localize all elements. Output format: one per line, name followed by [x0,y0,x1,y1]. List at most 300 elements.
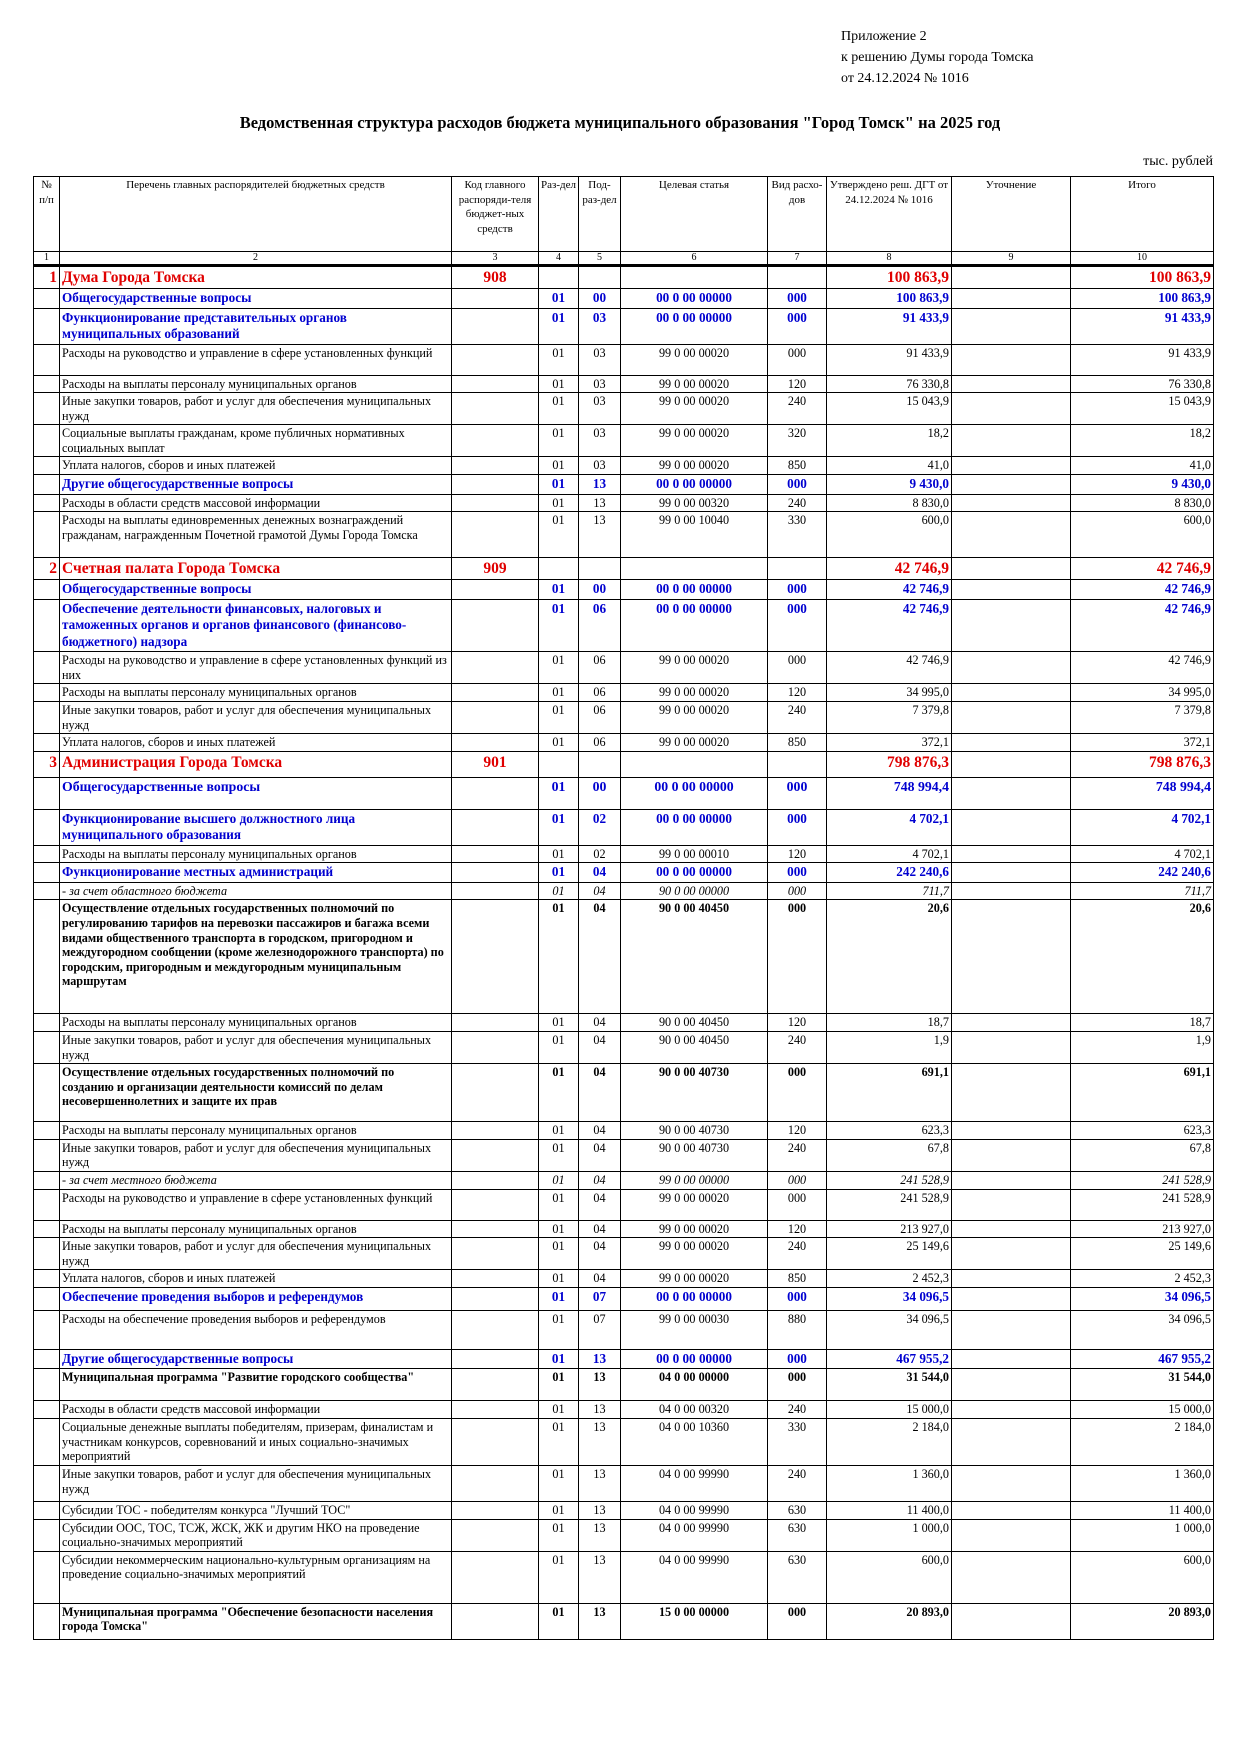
row-name: Счетная палата Города Томска [60,558,452,580]
row-number [34,425,60,457]
row-name: Расходы на выплаты персоналу муниципальных органов [60,1220,452,1238]
row-target-article: 00 0 00 00000 [621,599,768,652]
row-expense-type: 000 [768,1369,827,1401]
row-total-amount: 18,7 [1071,1014,1214,1032]
row-total-amount: 7 379,8 [1071,701,1214,733]
row-expense-type: 000 [768,1189,827,1220]
row-number [34,344,60,375]
row-approved-amount: 9 430,0 [827,475,952,495]
row-target-article: 00 0 00 00000 [621,1349,768,1369]
row-number [34,1502,60,1520]
row-approved-amount: 213 927,0 [827,1220,952,1238]
row-approved-amount: 1 360,0 [827,1466,952,1502]
row-section: 01 [539,684,579,702]
row-section: 01 [539,1466,579,1502]
table-row [34,475,1214,495]
row-approved-amount: 372,1 [827,734,952,752]
row-section: 01 [539,375,579,393]
row-subsection: 04 [579,1032,621,1064]
table-row [34,580,1214,600]
row-approved-amount: 100 863,9 [827,289,952,309]
row-target-article: 15 0 00 00000 [621,1603,768,1639]
row-section: 01 [539,1238,579,1270]
row-section [539,558,579,580]
row-section: 01 [539,1419,579,1466]
row-admin-code [452,457,539,475]
table-row [34,751,1214,777]
column-numbers-row [34,252,1214,266]
row-target-article: 99 0 00 00020 [621,457,768,475]
row-total-amount: 11 400,0 [1071,1502,1214,1520]
row-subsection: 03 [579,375,621,393]
table-row [34,882,1214,900]
row-expense-type: 240 [768,1032,827,1064]
row-approved-amount: 691,1 [827,1064,952,1122]
row-name: Функционирование представительных органов муниципальных образований [60,308,452,344]
row-name: - за счет местного бюджета [60,1171,452,1189]
col-number: 10 [1071,252,1214,266]
row-approved-amount: 748 994,4 [827,777,952,809]
row-admin-code [452,1401,539,1419]
row-expense-type: 000 [768,863,827,883]
table-row [34,1032,1214,1064]
row-admin-code [452,1220,539,1238]
row-number [34,1349,60,1369]
row-approved-amount: 20,6 [827,900,952,1014]
row-subsection: 06 [579,734,621,752]
row-target-article [621,751,768,777]
row-correction-amount [952,1032,1071,1064]
row-admin-code [452,1189,539,1220]
col-number: 6 [621,252,768,266]
row-name: Социальные выплаты гражданам, кроме публичных нормативных социальных выплат [60,425,452,457]
col-number: 4 [539,252,579,266]
row-approved-amount: 91 433,9 [827,308,952,344]
row-expense-type: 000 [768,289,827,309]
row-correction-amount [952,1310,1071,1349]
table-row [34,344,1214,375]
row-approved-amount: 242 240,6 [827,863,952,883]
row-target-article: 99 0 00 00020 [621,1189,768,1220]
row-section: 01 [539,425,579,457]
row-number [34,1189,60,1220]
row-target-article: 99 0 00 00020 [621,1238,768,1270]
row-section: 01 [539,652,579,684]
row-admin-code [452,1603,539,1639]
row-total-amount: 34 995,0 [1071,684,1214,702]
row-number [34,1220,60,1238]
row-approved-amount: 100 863,9 [827,266,952,289]
row-target-article: 99 0 00 00000 [621,1171,768,1189]
row-approved-amount: 67,8 [827,1139,952,1171]
row-correction-amount [952,266,1071,289]
row-number [34,652,60,684]
row-number [34,701,60,733]
row-subsection: 04 [579,1220,621,1238]
row-name: Расходы в области средств массовой информации [60,494,452,512]
row-name: Муниципальная программа "Развитие городского сообщества" [60,1369,452,1401]
row-section: 01 [539,599,579,652]
table-row [34,289,1214,309]
row-section: 01 [539,777,579,809]
row-name: Расходы на выплаты персоналу муниципальных органов [60,684,452,702]
row-name: Муниципальная программа "Обеспечение безопасности населения города Томска" [60,1603,452,1639]
row-correction-amount [952,1014,1071,1032]
row-approved-amount: 2 452,3 [827,1270,952,1288]
row-name: Общегосударственные вопросы [60,777,452,809]
appendix-line: Приложение 2 [841,29,927,44]
row-total-amount: 15 043,9 [1071,393,1214,425]
row-expense-type: 120 [768,1014,827,1032]
row-target-article: 99 0 00 00010 [621,845,768,863]
row-correction-amount [952,1064,1071,1122]
row-correction-amount [952,512,1071,558]
row-section [539,751,579,777]
row-name: Расходы на выплаты единовременных денежных вознаграждений гражданам, награжденным Почетной грамотой Думы Города Томска [60,512,452,558]
row-target-article: 00 0 00 00000 [621,863,768,883]
row-approved-amount: 18,7 [827,1014,952,1032]
row-subsection: 13 [579,475,621,495]
row-subsection: 04 [579,1014,621,1032]
row-section: 01 [539,845,579,863]
row-section: 01 [539,1519,579,1551]
row-approved-amount: 41,0 [827,457,952,475]
row-target-article: 99 0 00 00020 [621,734,768,752]
row-approved-amount: 25 149,6 [827,1238,952,1270]
row-subsection: 13 [579,512,621,558]
row-section: 01 [539,1369,579,1401]
row-name: Дума Города Томска [60,266,452,289]
table-row [34,863,1214,883]
row-total-amount: 25 149,6 [1071,1238,1214,1270]
row-section: 01 [539,289,579,309]
table-row [34,1551,1214,1603]
row-admin-code [452,425,539,457]
row-approved-amount: 34 096,5 [827,1287,952,1310]
row-correction-amount [952,751,1071,777]
row-expense-type: 000 [768,599,827,652]
row-total-amount: 42 746,9 [1071,652,1214,684]
row-name: Иные закупки товаров, работ и услуг для обеспечения муниципальных нужд [60,701,452,733]
row-name: Расходы на руководство и управление в сфере установленных функций [60,344,452,375]
row-number [34,512,60,558]
row-section: 01 [539,475,579,495]
row-subsection: 04 [579,1171,621,1189]
row-subsection: 04 [579,1189,621,1220]
row-approved-amount: 42 746,9 [827,599,952,652]
row-approved-amount: 798 876,3 [827,751,952,777]
row-subsection: 13 [579,1502,621,1520]
row-total-amount: 42 746,9 [1071,599,1214,652]
col-number: 7 [768,252,827,266]
row-name: Расходы в области средств массовой информации [60,1401,452,1419]
row-number [34,1419,60,1466]
row-section: 01 [539,1220,579,1238]
row-correction-amount [952,558,1071,580]
row-approved-amount: 241 528,9 [827,1171,952,1189]
row-number [34,599,60,652]
row-name: Иные закупки товаров, работ и услуг для обеспечения муниципальных нужд [60,393,452,425]
row-correction-amount [952,308,1071,344]
col-number: 1 [34,252,60,266]
row-total-amount: 1 000,0 [1071,1519,1214,1551]
row-name: Расходы на руководство и управление в сфере установленных функций из них [60,652,452,684]
row-total-amount: 2 184,0 [1071,1419,1214,1466]
table-row [34,375,1214,393]
row-approved-amount: 600,0 [827,1551,952,1603]
row-target-article: 90 0 00 00000 [621,882,768,900]
row-admin-code [452,1519,539,1551]
row-correction-amount [952,652,1071,684]
row-approved-amount: 15 043,9 [827,393,952,425]
row-target-article [621,266,768,289]
row-expense-type: 240 [768,1139,827,1171]
row-admin-code [452,1064,539,1122]
row-target-article: 04 0 00 99990 [621,1502,768,1520]
row-expense-type: 120 [768,845,827,863]
row-total-amount: 4 702,1 [1071,809,1214,845]
row-total-amount: 600,0 [1071,512,1214,558]
row-correction-amount [952,684,1071,702]
row-admin-code [452,652,539,684]
row-target-article: 99 0 00 00020 [621,1270,768,1288]
row-total-amount: 691,1 [1071,1064,1214,1122]
row-subsection: 03 [579,344,621,375]
row-expense-type: 630 [768,1519,827,1551]
row-number [34,777,60,809]
row-section: 01 [539,734,579,752]
row-target-article: 99 0 00 00020 [621,684,768,702]
row-subsection: 04 [579,1139,621,1171]
table-row [34,652,1214,684]
row-target-article: 99 0 00 00020 [621,393,768,425]
row-subsection: 04 [579,1064,621,1122]
row-expense-type [768,558,827,580]
row-correction-amount [952,1189,1071,1220]
row-total-amount: 42 746,9 [1071,580,1214,600]
row-admin-code [452,512,539,558]
row-target-article: 90 0 00 40730 [621,1122,768,1140]
row-approved-amount: 8 830,0 [827,494,952,512]
row-correction-amount [952,1270,1071,1288]
row-name: Осуществление отдельных государственных полномочий по созданию и организации деятельности комиссий по делам несовершеннолетних и защите их прав [60,1064,452,1122]
row-subsection: 04 [579,1238,621,1270]
table-row [34,1502,1214,1520]
row-total-amount: 242 240,6 [1071,863,1214,883]
row-number [34,900,60,1014]
table-row [34,308,1214,344]
row-section: 01 [539,1032,579,1064]
row-admin-code [452,1238,539,1270]
row-subsection: 13 [579,1369,621,1401]
units-label: тыс. рублей [1143,154,1213,169]
row-subsection: 13 [579,1519,621,1551]
row-admin-code [452,580,539,600]
row-approved-amount: 241 528,9 [827,1189,952,1220]
row-number: 1 [34,266,60,289]
row-subsection: 13 [579,1419,621,1466]
row-target-article: 90 0 00 40730 [621,1064,768,1122]
row-target-article: 99 0 00 00020 [621,652,768,684]
row-section: 01 [539,1270,579,1288]
row-total-amount: 600,0 [1071,1551,1214,1603]
row-section: 01 [539,809,579,845]
col-header-correction: Уточнение [952,177,1071,252]
row-section: 01 [539,494,579,512]
row-expense-type: 240 [768,701,827,733]
row-name: Иные закупки товаров, работ и услуг для обеспечения муниципальных нужд [60,1032,452,1064]
row-name: Иные закупки товаров, работ и услуг для обеспечения муниципальных нужд [60,1139,452,1171]
table-row [34,457,1214,475]
row-correction-amount [952,494,1071,512]
row-expense-type: 000 [768,1603,827,1639]
document-title: Ведомственная структура расходов бюджета муниципального образования "Город Томск" на 2025 год [239,113,1001,132]
budget-table [33,176,1214,1640]
row-correction-amount [952,809,1071,845]
row-correction-amount [952,599,1071,652]
row-expense-type: 630 [768,1551,827,1603]
row-target-article: 90 0 00 40730 [621,1139,768,1171]
row-name: - за счет областного бюджета [60,882,452,900]
row-expense-type: 000 [768,652,827,684]
row-section: 01 [539,701,579,733]
row-approved-amount: 7 379,8 [827,701,952,733]
row-section: 01 [539,1171,579,1189]
row-expense-type: 330 [768,1419,827,1466]
row-correction-amount [952,1502,1071,1520]
row-section: 01 [539,1122,579,1140]
row-expense-type [768,751,827,777]
row-correction-amount [952,1419,1071,1466]
row-section: 01 [539,457,579,475]
row-admin-code [452,375,539,393]
row-number [34,734,60,752]
row-expense-type: 000 [768,882,827,900]
col-header-approved: Утверждено реш. ДГТ от 24.12.2024 № 1016 [827,177,952,252]
row-section: 01 [539,1502,579,1520]
row-total-amount: 4 702,1 [1071,845,1214,863]
row-total-amount: 9 430,0 [1071,475,1214,495]
row-target-article: 04 0 00 10360 [621,1419,768,1466]
row-correction-amount [952,1466,1071,1502]
row-admin-code [452,393,539,425]
row-admin-code: 901 [452,751,539,777]
row-expense-type [768,266,827,289]
row-name: Расходы на обеспечение проведения выборов и референдумов [60,1310,452,1349]
row-section: 01 [539,882,579,900]
row-subsection: 13 [579,494,621,512]
row-subsection: 04 [579,1122,621,1140]
row-approved-amount: 42 746,9 [827,558,952,580]
row-subsection [579,558,621,580]
row-target-article [621,558,768,580]
row-subsection: 04 [579,863,621,883]
row-correction-amount [952,1220,1071,1238]
row-section: 01 [539,900,579,1014]
row-approved-amount: 600,0 [827,512,952,558]
col-number: 5 [579,252,621,266]
row-number [34,1369,60,1401]
row-target-article: 00 0 00 00000 [621,475,768,495]
row-correction-amount [952,1238,1071,1270]
row-total-amount: 41,0 [1071,457,1214,475]
row-expense-type: 880 [768,1310,827,1349]
row-total-amount: 34 096,5 [1071,1310,1214,1349]
appendix-line: от 24.12.2024 № 1016 [841,71,969,86]
appendix-line: к решению Думы города Томска [841,50,1034,65]
row-number [34,1014,60,1032]
row-total-amount: 18,2 [1071,425,1214,457]
row-subsection: 13 [579,1401,621,1419]
col-number: 8 [827,252,952,266]
row-section: 01 [539,1287,579,1310]
row-admin-code [452,809,539,845]
row-approved-amount: 11 400,0 [827,1502,952,1520]
row-number [34,684,60,702]
row-section: 01 [539,1064,579,1122]
row-correction-amount [952,375,1071,393]
row-correction-amount [952,900,1071,1014]
row-approved-amount: 711,7 [827,882,952,900]
row-correction-amount [952,1349,1071,1369]
row-total-amount: 20,6 [1071,900,1214,1014]
row-target-article: 04 0 00 00000 [621,1369,768,1401]
row-name: Расходы на выплаты персоналу муниципальных органов [60,1014,452,1032]
row-admin-code [452,1287,539,1310]
row-number [34,863,60,883]
row-target-article: 04 0 00 99990 [621,1519,768,1551]
row-number [34,1122,60,1140]
row-subsection: 13 [579,1551,621,1603]
col-header-subsection: Под-раз-дел [579,177,621,252]
col-header-exptype: Вид расхо-дов [768,177,827,252]
row-correction-amount [952,457,1071,475]
row-approved-amount: 42 746,9 [827,652,952,684]
row-number [34,1551,60,1603]
row-section: 01 [539,1349,579,1369]
table-row [34,734,1214,752]
table-row [34,393,1214,425]
row-approved-amount: 42 746,9 [827,580,952,600]
row-name: Субсидии ООС, ТОС, ТСЖ, ЖСК, ЖК и другим НКО на проведение социально-значимых мероприятий [60,1519,452,1551]
row-target-article: 90 0 00 40450 [621,1014,768,1032]
row-admin-code [452,1032,539,1064]
row-name: Иные закупки товаров, работ и услуг для обеспечения муниципальных нужд [60,1466,452,1502]
row-admin-code [452,344,539,375]
row-approved-amount: 91 433,9 [827,344,952,375]
row-subsection: 06 [579,684,621,702]
row-subsection: 06 [579,652,621,684]
row-admin-code [452,882,539,900]
row-name: Социальные денежные выплаты победителям, призерам, финалистам и участникам конкурсов, соревнований и иных социально-значимых мероприятий [60,1419,452,1466]
row-section: 01 [539,512,579,558]
appendix-block [841,26,1034,89]
row-number: 2 [34,558,60,580]
row-number [34,375,60,393]
row-target-article: 00 0 00 00000 [621,308,768,344]
row-section: 01 [539,1310,579,1349]
row-correction-amount [952,1171,1071,1189]
row-number [34,494,60,512]
row-subsection: 00 [579,777,621,809]
row-section: 01 [539,393,579,425]
row-total-amount: 34 096,5 [1071,1287,1214,1310]
table-row [34,684,1214,702]
row-target-article: 04 0 00 00320 [621,1401,768,1419]
row-section: 01 [539,1603,579,1639]
row-subsection: 13 [579,1466,621,1502]
row-total-amount: 76 330,8 [1071,375,1214,393]
